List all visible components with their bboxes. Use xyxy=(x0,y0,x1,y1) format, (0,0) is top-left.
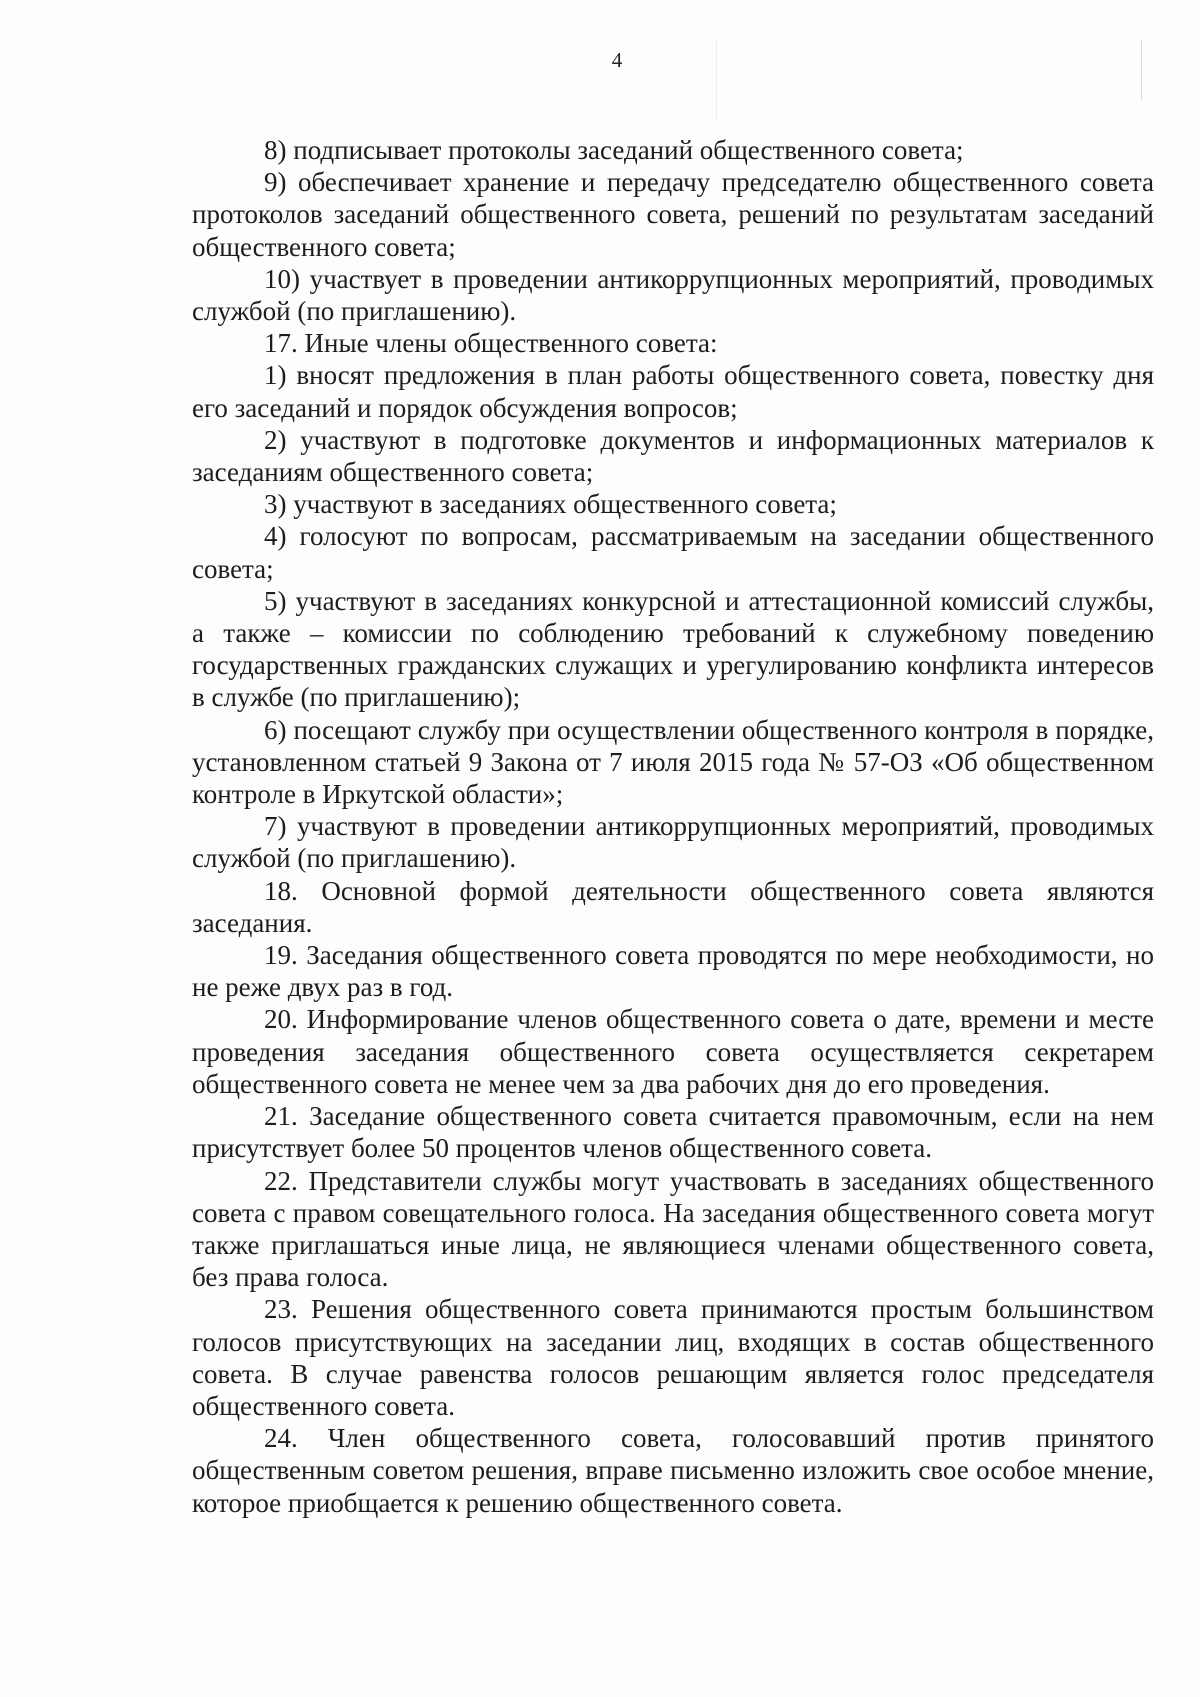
paragraph: 2) участвуют в подготовке документов и информационных материалов к заседаниям общественного совета; xyxy=(192,424,1154,488)
paragraph: 8) подписывает протоколы заседаний общественного совета; xyxy=(264,135,964,165)
paragraph: 6) посещают службу при осуществлении общественного контроля в порядке, установленном статьей 9 Закона от 7 июля 2015 года № 57-ОЗ «Об общественном контроле в Иркутской области»; xyxy=(192,714,1154,810)
paragraph: 4) голосуют по вопросам, рассматриваемым на заседании общественного совета; xyxy=(192,521,1154,584)
paragraph: 10) участвует в проведении антикоррупционных мероприятий, проводимых службой (по приглашению). xyxy=(192,263,1154,327)
paragraph: 23. Решения общественного совета принимаются простым большинством голосов присутствующих на заседании лиц, входящих в состав общественного совета. В случае равенства голосов решающим является голос председателя общественного совета. xyxy=(192,1294,1154,1421)
paragraph: 3) участвуют в заседаниях общественного совета; xyxy=(264,489,837,520)
page-number: 4 xyxy=(611,48,623,72)
paragraph: 20. Информирование членов общественного совета о дате, времени и месте проведения заседания общественного совета осуществляется секретарем общественного совета не менее чем за два рабочих дня до его проведения. xyxy=(192,1004,1154,1099)
paragraph: 24. Член общественного совета, голосовавший против принятого общественным советом решения, вправе письменно изложить свое особое мнение, которое приобщается к решению общественного совета. xyxy=(192,1423,1154,1518)
paragraph: 22. Представители службы могут участвовать в заседаниях общественного совета с правом совещательного голоса. На заседания общественного совета могут также приглашаться иные лица, не являющиеся членами общественного совета, без права голоса. xyxy=(192,1165,1154,1293)
paragraph: 5) участвуют в заседаниях конкурсной и аттестационной комиссий службы, а также – комиссии по соблюдению требований к служебному поведению государственных гражданских служащих и урегулированию конфликта интересов в службе (по приглашению); xyxy=(192,585,1154,713)
paragraph: 7) участвуют в проведении антикоррупционных мероприятий, проводимых службой (по приглашению). xyxy=(192,811,1154,874)
paragraph: 9) обеспечивает хранение и передачу председателю общественного совета протоколов заседаний общественного совета, решений по результатам заседаний общественного совета; xyxy=(192,167,1154,262)
paragraph: 18. Основной формой деятельности общественного совета являются заседания. xyxy=(192,875,1154,938)
paragraph: 19. Заседания общественного совета проводятся по мере необходимости, но не реже двух раз в год. xyxy=(192,940,1154,1003)
paragraph: 1) вносят предложения в план работы общественного совета, повестку дня его заседаний и порядок обсуждения вопросов; xyxy=(192,360,1154,423)
paragraph: 17. Иные члены общественного совета: xyxy=(264,328,718,359)
document-body xyxy=(192,134,1154,1519)
paragraph: 21. Заседание общественного совета считается правомочным, если на нем присутствует более 50 процентов членов общественного совета. xyxy=(192,1101,1154,1164)
